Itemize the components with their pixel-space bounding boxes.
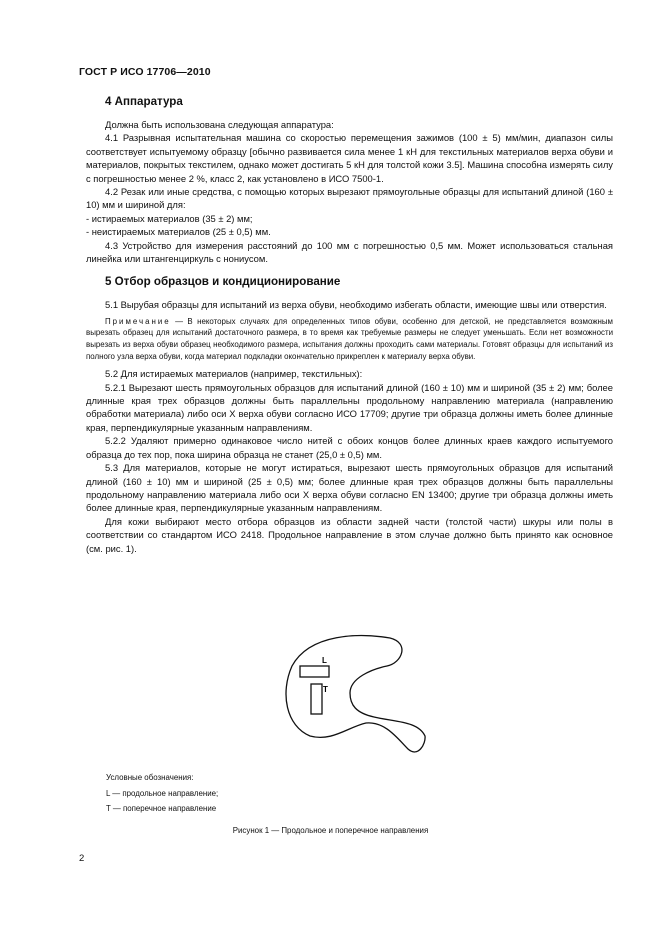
hide-diagram	[280, 628, 440, 758]
section-5-title: 5 Отбор образцов и кондиционирование	[105, 275, 341, 289]
document-body	[86, 94, 613, 555]
list-item-abradable: - истираемых материалов (35 ± 2) мм;	[86, 212, 253, 224]
clause-4-2: 4.2 Резак или иные средства, с помощью которых вырезают прямоугольные образцы для испытаний длиной (160 ± 10) мм и шириной для:	[86, 186, 613, 211]
clause-5-3: 5.3 Для материалов, которые не могут истираться, вырезают шесть прямоугольных образцов для испытаний длиной (160 ± 10) мм и шириной (25 ± 0,5) мм; более длинные края трех образцов должны быть параллельны продольному направлению материала либо оси X верха обуви согласно EN 13400; другие три образца должны иметь более длинные края, перпендикулярные указанным направлениям.	[86, 462, 613, 514]
leather-paragraph: Для кожи выбирают место отбора образцов из области задней части (толстой части) шкуры или полы в соответствии со стандартом ИСО 2418. Продольное направление в этом случае должно быть принято как основное (см. рис. 1).	[86, 515, 613, 554]
legend-title: Условные обозначения:	[106, 773, 194, 782]
document-code: ГОСТ Р ИСО 17706—2010	[79, 66, 211, 78]
section-4-lead: Должна быть использована следующая аппаратура:	[105, 119, 334, 130]
legend-l: L — продольное направление;	[106, 788, 219, 798]
transverse-specimen	[311, 684, 322, 714]
page-number: 2	[79, 853, 85, 864]
label-t: T	[323, 685, 328, 694]
clause-5-2-2: 5.2.2 Удаляют примерно одинаковое число нитей с обоих концов более длинных краев каждого испытуемого образца до тех пор, пока ширина образца не станет (25,0 ± 0,5) мм.	[86, 435, 613, 460]
clause-4-1: 4.1 Разрывная испытательная машина со скоростью перемещения зажимов (100 ± 5) мм/мин, диапазон силы соответствует испытуемому образцу [обычно развивается сила менее 1 кН для текстильных материалов верха обуви и материалов, покрытых текстилем, однако может достигать 5 кН для толстой кожи 3.5]. Машина способна измерять силу с погрешностью менее 2 %, класс 2, как установлено в ИСО 7500-1.	[86, 132, 613, 184]
clause-5-2: 5.2 Для истираемых материалов (например, текстильных):	[105, 368, 363, 380]
note	[86, 316, 613, 362]
hide-outline	[286, 636, 425, 752]
figure-caption: Рисунок 1 — Продольное и поперечное направления	[232, 826, 429, 835]
figure-legend	[106, 770, 218, 817]
note-text: — В некоторых случаях для определенных типов обуви, особенно для детской, не представляется возможным вырезать образец для испытаний достаточного размера, в то время как требуемые размеры не следует уменьшать. Если нет возможности вырезать из верха обуви образец необходимого размера, испытания должны проходить сами материалы. Готовят образцы для испытаний из полного узла верха обуви, когда материал подкладки окончательно прикреплен к материалу верха обуви.	[86, 316, 613, 361]
note-label: Примечание	[105, 316, 171, 326]
clause-5-2-1: 5.2.1 Вырезают шесть прямоугольных образцов для испытаний длиной (160 ± 10) мм и шириной (35 ± 2) мм; более длинные края трех образцов должны быть параллельны продольному направлению материала (направлению обработки материала) либо оси X верха обуви согласно ИСО 17709; другие три образца должны иметь более длинные края, перпендикулярные указанным направлениям.	[86, 381, 613, 433]
clause-4-3: 4.3 Устройство для измерения расстояний до 100 мм с погрешностью 0,5 мм. Может использоваться стальная линейка или штангенциркуль с нониусом.	[86, 239, 613, 265]
section-4-title: 4 Аппаратура	[105, 95, 183, 108]
longitudinal-specimen	[300, 666, 329, 677]
list-item-non-abradable: - неистираемых материалов (25 ± 0,5) мм.	[86, 226, 271, 238]
clause-5-1: 5.1 Вырубая образцы для испытаний из верха обуви, необходимо избегать области, имеющие швы или отверстия.	[105, 299, 607, 311]
legend-t: T — поперечное направление	[106, 804, 217, 814]
label-l: L	[322, 656, 327, 665]
